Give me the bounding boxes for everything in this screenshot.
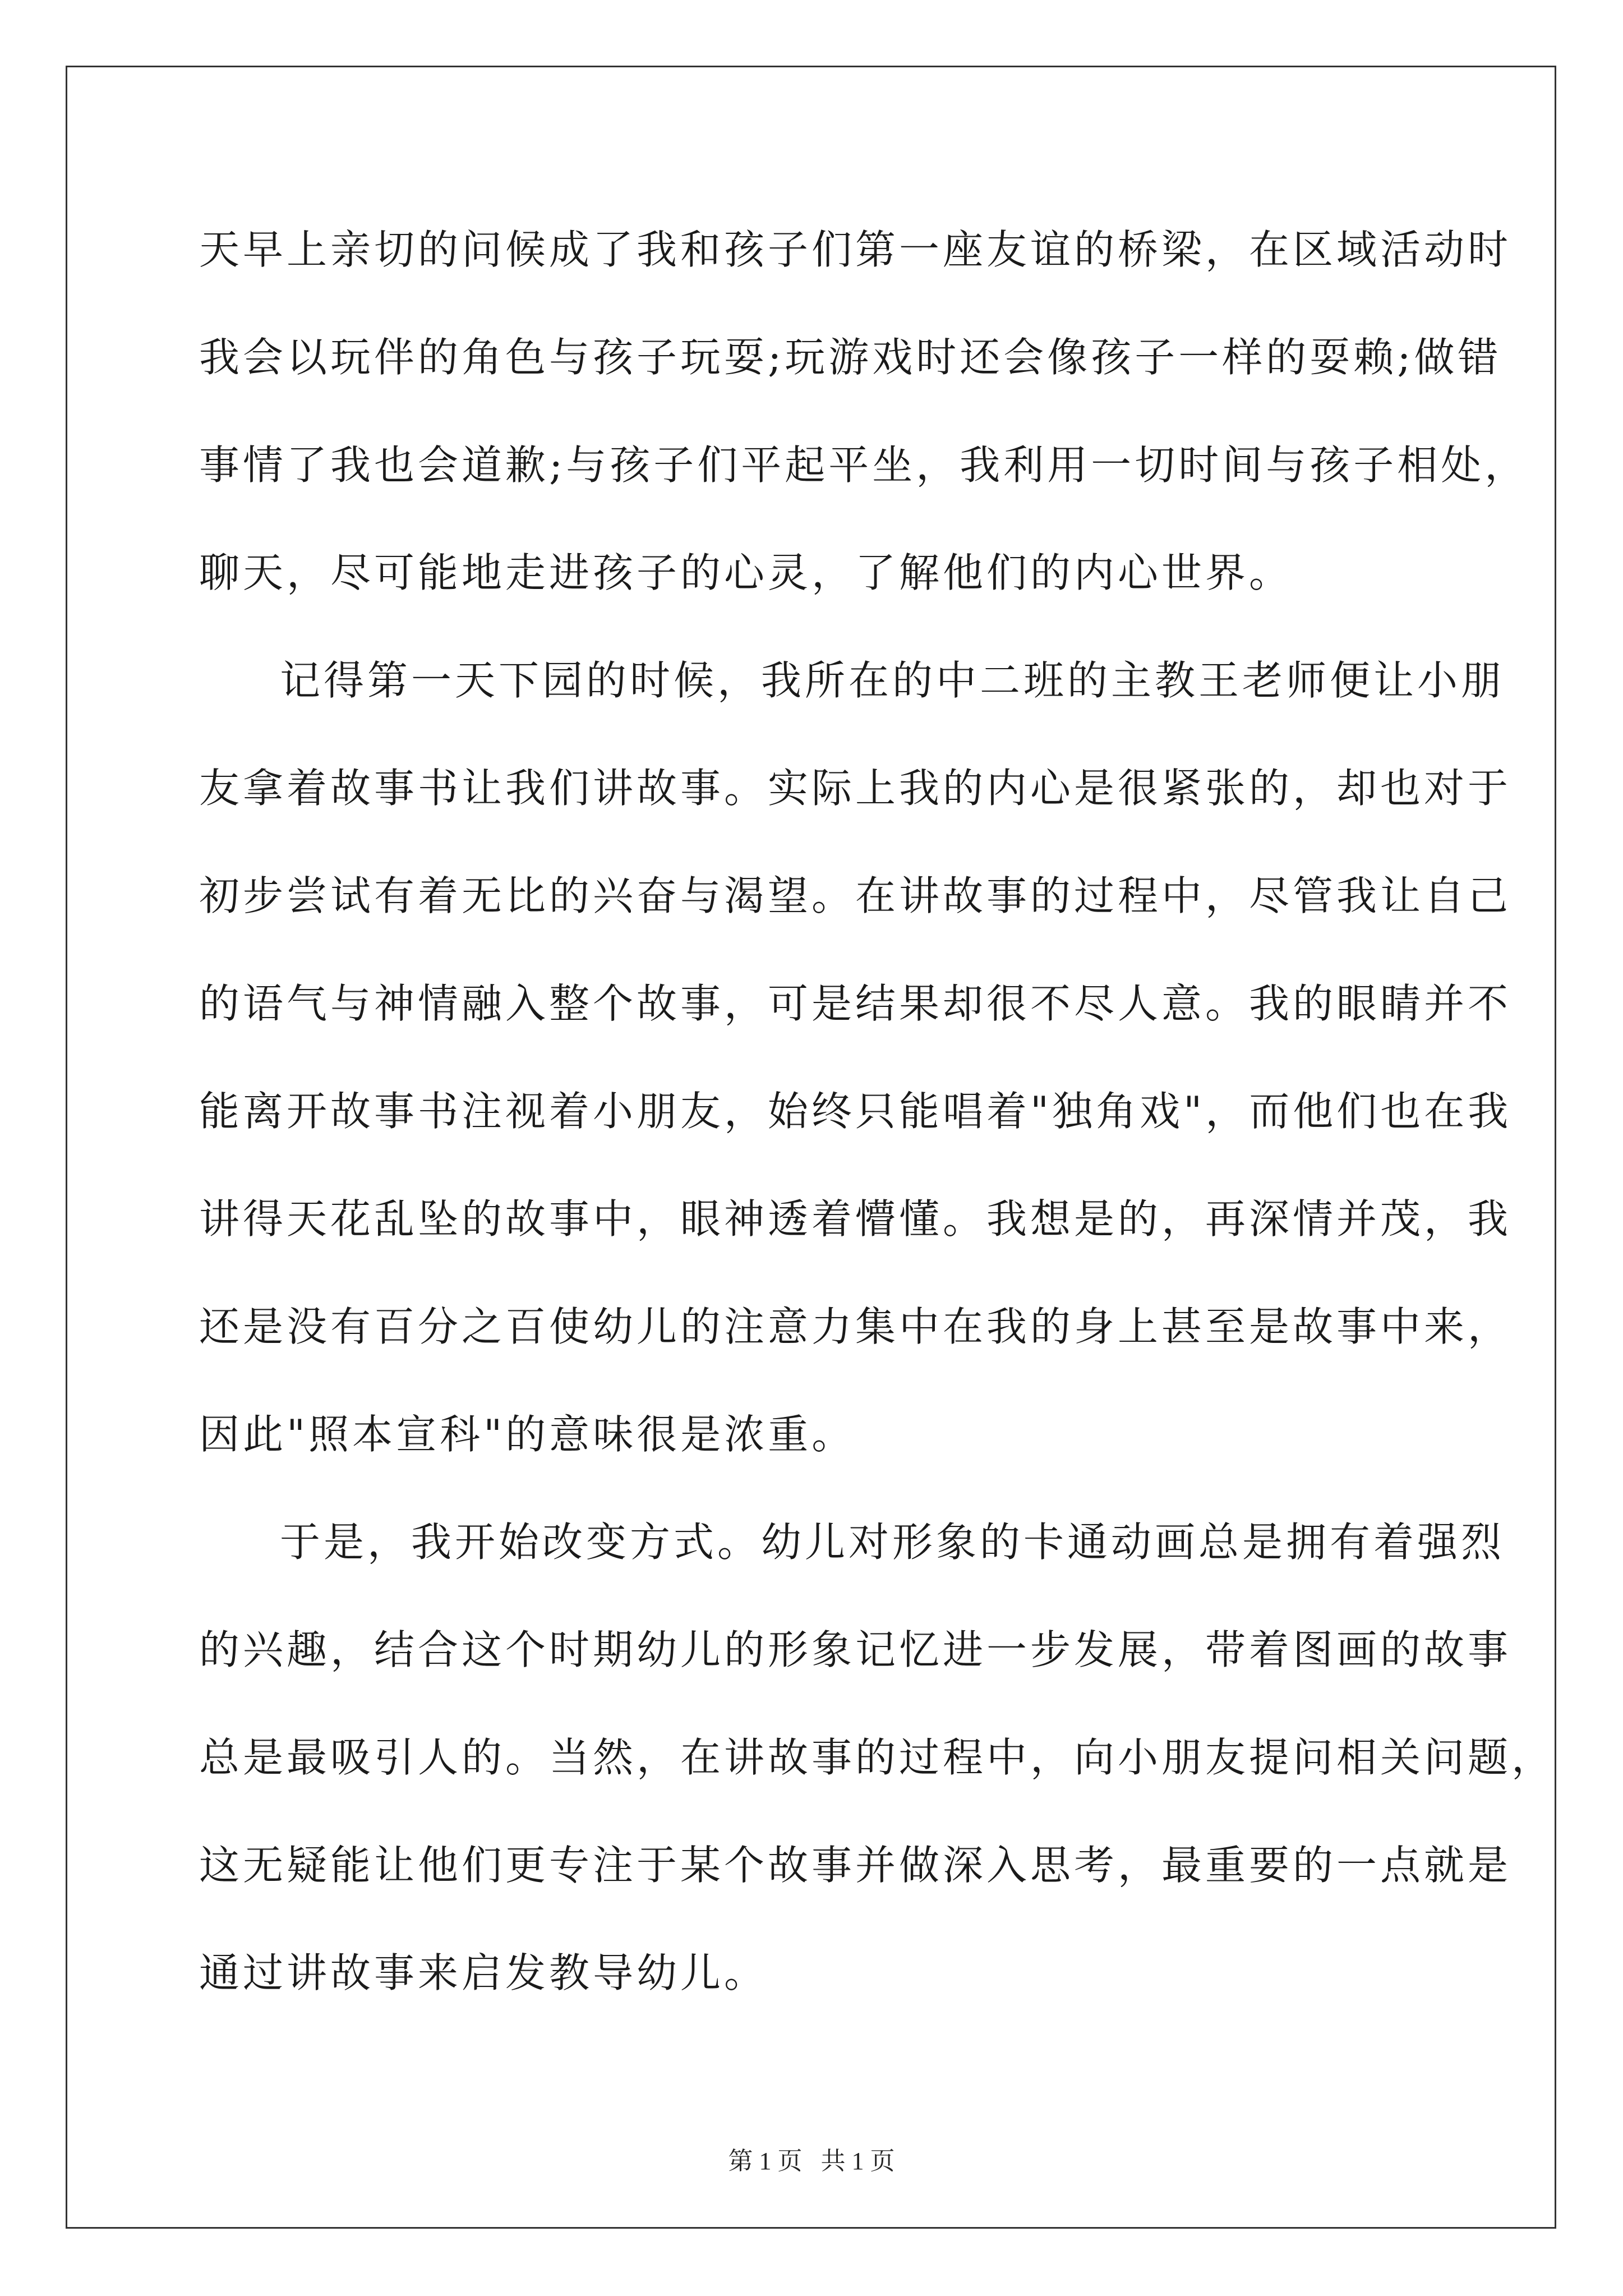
text-line: 于是，我开始改变方式。幼儿对形象的卡通动画总是拥有着强烈 [280,1519,1505,1566]
document-body [199,216,1556,2047]
text-line: 天早上亲切的问候成了我和孩子们第一座友谊的桥梁，在区域活动时 [199,226,1512,273]
text-line: 初步尝试有着无比的兴奋与渴望。在讲故事的过程中，尽管我让自己 [199,872,1512,919]
page-footer [0,2141,1623,2177]
text-line: 记得第一天下园的时候，我所在的中二班的主教王老师便让小朋 [280,657,1505,704]
text-line: 通过讲故事来启发教导幼儿。 [199,1949,768,1996]
text-line: 我会以玩伴的角色与孩子玩耍;玩游戏时还会像孩子一样的耍赖;做错 [199,334,1502,381]
text-line: 总是最吸引人的。当然，在讲故事的过程中，向小朋友提问相关问题， [199,1734,1556,1781]
text-line: 聊天，尽可能地走进孩子的心灵，了解他们的内心世界。 [199,549,1293,596]
page-number-label: 第 1 页 共 1 页 [728,2147,895,2175]
text-line: 友拿着故事书让我们讲故事。实际上我的内心是很紧张的，却也对于 [199,765,1512,812]
text-line: 还是没有百分之百使幼儿的注意力集中在我的身上甚至是故事中来， [199,1303,1512,1350]
text-line: 因此"照本宣科"的意味很是浓重。 [199,1411,856,1458]
text-line: 的兴趣，结合这个时期幼儿的形象记忆进一步发展，带着图画的故事 [199,1626,1512,1673]
text-line: 这无疑能让他们更专注于某个故事并做深入思考，最重要的一点就是 [199,1842,1512,1889]
text-line: 能离开故事书注视着小朋友，始终只能唱着"独角戏"，而他们也在我 [199,1088,1512,1135]
text-line: 讲得天花乱坠的故事中，眼神透着懵懂。我想是的，再深情并茂，我 [199,1195,1512,1243]
text-line: 的语气与神情融入整个故事，可是结果却很不尽人意。我的眼睛并不 [199,980,1512,1027]
text-line: 事情了我也会道歉;与孩子们平起平坐，我利用一切时间与孩子相处， [199,441,1529,489]
